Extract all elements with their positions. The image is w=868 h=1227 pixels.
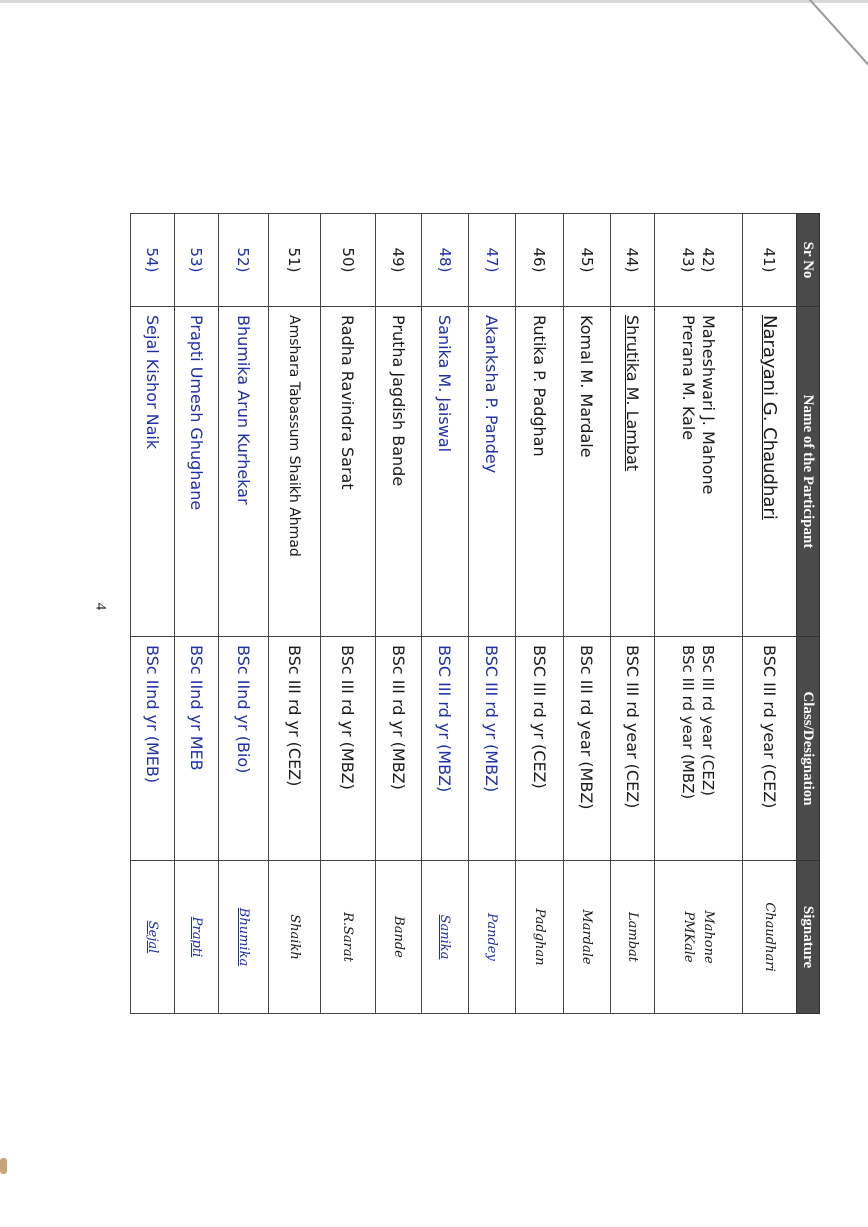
class-cell-pair [655,637,743,861]
table-row [469,214,516,1014]
scan-top-edge [0,0,868,3]
participant-name-cell: Akanksha P. Pandey [469,307,516,637]
participant-name-cell: Sejal Kishor Naik [131,307,175,637]
signature-cell: Pandey [469,861,516,1014]
table-row [219,214,269,1014]
class-cell: BSC III rd year (CEZ) [611,637,655,861]
sr-no-cell: 50) [321,214,376,307]
participant-name-cell: Shrutika M. Lambat [611,307,655,637]
signature-cell: Prapti [175,861,219,1014]
signature-cell: Mahone [701,910,717,964]
signature-cell: Shaikh [269,861,321,1014]
sr-no-cell: 51) [269,214,321,307]
header-signature: Signature [797,861,820,1014]
participant-name-cell: Bhumika Arun Kurhekar [219,307,269,637]
attendance-sheet [130,213,820,1013]
signature-cell: R.Sarat [321,861,376,1014]
header-sr-no: Sr No [797,214,820,307]
class-cell: BSc III rd yr (MBZ) [321,637,376,861]
participant-name-cell: Rutika P. Padghan [516,307,564,637]
class-cell: BSC III rd yr (MBZ) [422,637,469,861]
participant-name-cell-pair [655,307,743,637]
header-class-designation: Class/Designation [797,637,820,861]
table-row [422,214,469,1014]
class-cell: BSc III rd year (MBZ) [679,645,698,800]
class-cell: BSc IInd yr (Bio) [219,637,269,861]
table-row-pair [655,214,743,1014]
sr-no-cell: 47) [469,214,516,307]
sr-no-cell: 42) [699,247,718,273]
participant-name-cell: Amshara Tabassum Shaikh Ahmad [269,307,321,637]
table-row [516,214,564,1014]
participant-table [130,213,820,1014]
signature-cell: Padghan [516,861,564,1014]
sr-no-cell: 49) [376,214,422,307]
class-cell: BSc III rd yr (MBZ) [376,637,422,861]
signature-cell: Sanika [422,861,469,1014]
page-number: 4 [92,602,109,611]
table-row [564,214,611,1014]
sr-no-cell: 46) [516,214,564,307]
participant-name-cell: Prapti Umesh Ghughane [175,307,219,637]
signature-cell: Bande [376,861,422,1014]
signature-cell-pair [655,861,743,1014]
table-row [321,214,376,1014]
table-row [611,214,655,1014]
class-cell: BSC III rd yr (MBZ) [469,637,516,861]
class-cell: BSc IInd yr (MEB) [131,637,175,861]
table-header-row [797,214,820,1014]
sr-no-cell: 52) [219,214,269,307]
table-row [269,214,321,1014]
signature-cell: Chaudhari [743,861,797,1014]
header-participant-name: Name of the Participant [797,307,820,637]
binder-hole-mark [0,1158,7,1174]
class-cell: BSC III rd yr (CEZ) [516,637,564,861]
participant-name-cell: Prutha Jagdish Bande [376,307,422,637]
class-cell: BSc III rd yr (CEZ) [269,637,321,861]
signature-cell: Lambat [611,861,655,1014]
scan-folded-corner [790,0,868,84]
table-row [175,214,219,1014]
participant-name-cell: Radha Ravindra Sarat [321,307,376,637]
class-cell: BSc IInd yr MEB [175,637,219,861]
sr-no-cell: 44) [611,214,655,307]
table-row [743,214,797,1014]
sr-no-cell: 54) [131,214,175,307]
participant-name-cell: Komal M. Mardale [564,307,611,637]
sr-no-cell: 45) [564,214,611,307]
participant-name-cell: Prerana M. Kale [679,315,699,441]
class-cell: BSc III rd year (MBZ) [564,637,611,861]
signature-cell: Mardale [564,861,611,1014]
table-row [131,214,175,1014]
sr-no-cell: 41) [743,214,797,307]
participant-name-cell: Narayani G. Chaudhari [743,307,797,637]
participant-name-cell: Sanika M. Jaiswal [422,307,469,637]
class-cell: BSc III rd year (CEZ) [699,645,718,796]
sr-no-cell-pair [655,214,743,307]
sr-no-cell: 53) [175,214,219,307]
participant-name-cell: Maheshwari J. Mahone [699,315,719,495]
signature-cell: PMKale [681,911,697,963]
class-cell: BSC III rd year (CEZ) [743,637,797,861]
sr-no-cell: 48) [422,214,469,307]
table-row [376,214,422,1014]
sr-no-cell: 43) [679,247,698,273]
signature-cell: Sejal [131,861,175,1014]
signature-cell: Bhumika [219,861,269,1014]
